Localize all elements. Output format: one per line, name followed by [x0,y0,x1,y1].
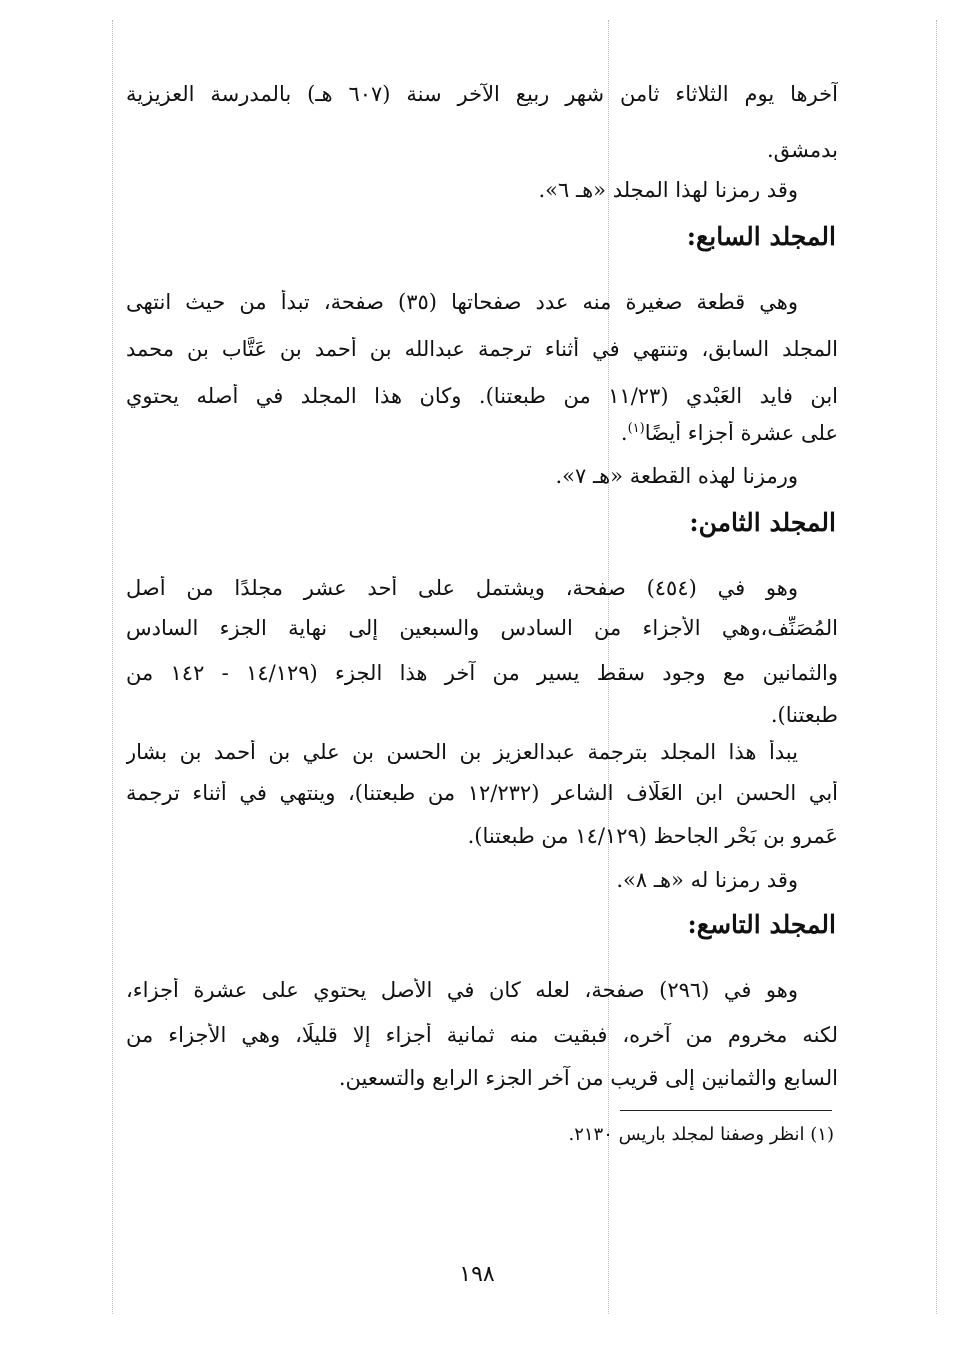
section-heading-volume-7: المجلد السابع: [686,222,836,251]
body-line: المُصَنِّف،وهي الأجزاء من السادس والسبعين إلى نهاية الجزء السادس [126,616,838,640]
body-line: بدمشق. [766,138,838,162]
body-line: لكنه مخروم من آخره، فبقيت منه ثمانية أجزاء إلا قليلًا، وهي الأجزاء من [126,1023,838,1047]
body-line: أبي الحسن ابن العَلَّاف الشاعر (١٢/٢٣٢ من طبعتنا)، وينتهي في أثناء ترجمة [126,781,838,805]
body-line: يبدأ هذا المجلد بترجمة عبدالعزيز بن الحسن بن علي بن أحمد بن بشار [126,740,798,764]
section-heading-volume-8: المجلد الثامن: [689,508,836,537]
body-line: السابع والثمانين إلى قريب من آخر الجزء الرابع والتسعين. [338,1066,838,1090]
scan-artifact-line [936,20,937,1314]
body-line: عَمرو بن بَحْر الجاحظ (١٤/١٢٩ من طبعتنا). [467,824,838,848]
body-line: المجلد السابق، وتنتهي في أثناء ترجمة عبدالله بن أحمد بن عَتَّاب بن محمد [126,337,838,361]
scan-artifact-line [112,20,113,1314]
body-line: آخرها يوم الثلاثاء ثامن شهر ربيع الآخر سنة (٦٠٧ هـ) بالمدرسة العزيزية [126,82,838,106]
body-line: والثمانين مع وجود سقط يسير من آخر هذا الجزء (١٤/١٢٩ - ١٤٢ من [126,661,838,685]
body-text: على عشرة أجزاء أيضًا [644,421,838,445]
page-number: ١٩٨ [459,1262,495,1287]
footnote-separator [620,1110,832,1111]
footnote: (١) انظر وصفنا لمجلد باريس ٢١٣٠. [568,1124,834,1145]
body-line: وهو في (٤٥٤) صفحة، ويشتمل على أحد عشر مجلدًا من أصل [126,576,798,600]
body-line: وهو في (٢٩٦) صفحة، لعله كان في الأصل يحتوي على عشرة أجزاء، [126,978,798,1002]
body-line: وقد رمزنا لهذا المجلد «هـ ٦». [538,178,798,202]
body-line: ابن فايد العَبْدي (١١/٢٣ من طبعتنا). وكان هذا المجلد في أصله يحتوي [126,384,838,408]
body-line: وقد رمزنا له «هـ ٨». [616,868,798,892]
body-text: . [620,421,628,445]
body-line: ورمزنا لهذه القطعة «هـ ٧». [555,464,798,488]
footnote-marker: (١) [627,421,645,436]
section-heading-volume-9: المجلد التاسع: [687,910,836,939]
body-line [126,421,838,445]
body-line: وهي قطعة صغيرة منه عدد صفحاتها (٣٥) صفحة، تبدأ من حيث انتهى [126,290,798,314]
body-line: طبعتنا). [770,703,838,727]
